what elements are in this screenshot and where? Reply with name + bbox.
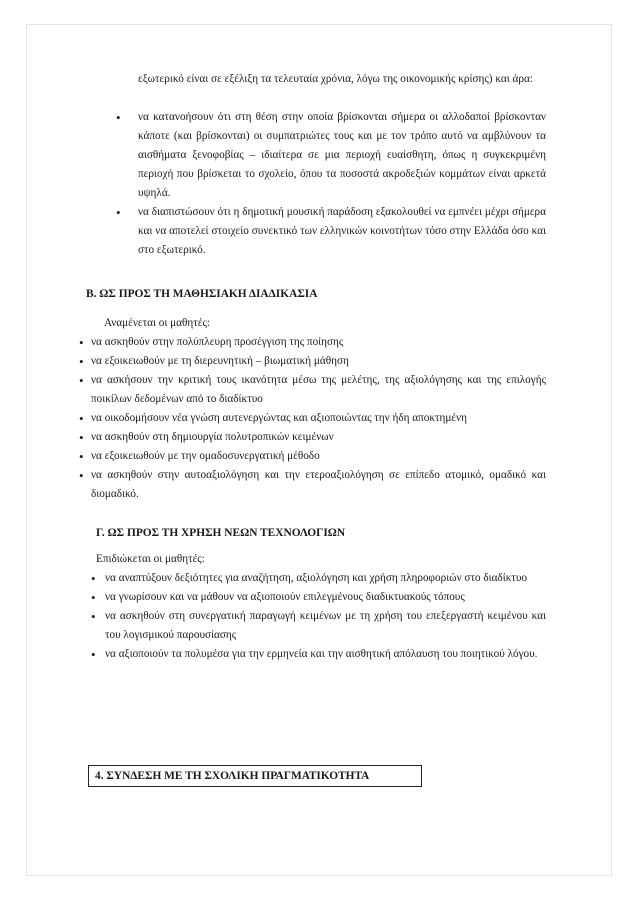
list-item: • να κατανοήσουν ότι στη θέση στην οποία βρίσκονται σήμερα οι αλλοδαποί βρίσκονταν κάποτε (και βρίσκονται) οι συμπατριώτες τους και με τον τρόπο αυτό να αμβλύνουν τα αισθήματα ξενοφοβίας – ιδιαίτερα σε μια περιοχή ευαίσθητη, όπως η συγκεκριμένη περιοχή που βρίσκεται το σχολείο, όπου τα ποσοστά ακροδεξιών κομμάτων είναι αρκετά υψηλά. <box>138 108 546 203</box>
section-c-intro: Επιδιώκεται οι μαθητές: <box>96 553 205 565</box>
section-b-heading: Β. ΩΣ ΠΡΟΣ ΤΗ ΜΑΘΗΣΙΑΚΗ ΔΙΑΔΙΚΑΣΙΑ <box>86 288 318 300</box>
list-item: • να διαπιστώσουν ότι η δημοτική μουσική παράδοση εξακολουθεί να εμπνέει μέχρι σήμερα και να αποτελεί στοιχείο συνεκτικό των ελληνικών κοινοτήτων τόσο στην Ελλάδα όσο και στο εξωτερικό. <box>138 203 546 260</box>
list-item: • να αναπτύξουν δεξιότητες για αναζήτηση, αξιολόγηση και χρήση πληροφοριών στο διαδίκτυο <box>105 569 546 588</box>
section-b-bullet-list <box>91 333 546 504</box>
list-item: • να αξιοποιούν τα πολυμέσα για την ερμηνεία και την αισθητική απόλαυση του ποιητικού λόγου. <box>105 645 546 664</box>
list-item: • να ασκηθούν στην αυτοαξιολόγηση και την ετεροαξιολόγηση σε επίπεδο ατομικό, ομαδικό και διομαδικό. <box>91 466 546 504</box>
section-b-intro: Αναμένεται οι μαθητές: <box>104 317 210 329</box>
list-item: • να ασκηθούν στην πολύπλευρη προσέγγιση της ποίησης <box>91 333 546 352</box>
list-item: • να οικοδομήσουν νέα γνώση αυτενεργώντας και αξιοποιώντας την ήδη αποκτημένη <box>91 409 546 428</box>
list-item: • να γνωρίσουν και να μάθουν να αξιοποιούν επιλεγμένους διαδικτυακούς τόπους <box>105 588 546 607</box>
top-bullet-list <box>138 108 546 260</box>
list-item: • να ασκηθούν στη συνεργατική παραγωγή κειμένων με τη χρήση του επεξεργαστή κειμένου και του λογισμικού παρουσίασης <box>105 607 546 645</box>
continuation-paragraph: εξωτερικό είναι σε εξέλιξη τα τελευταία χρόνια, λόγω της οικονομικής κρίσης) και άρα: <box>138 73 533 85</box>
list-item: • να εξοικειωθούν με την ομαδοσυνεργατική μέθοδο <box>91 447 546 466</box>
section-4-boxed-heading: 4. ΣΥΝΔΕΣΗ ΜΕ ΤΗ ΣΧΟΛΙΚΗ ΠΡΑΓΜΑΤΙΚΟΤΗΤΑ <box>88 765 422 787</box>
section-c-bullet-list <box>105 569 546 664</box>
list-item: • να ασκηθούν στη δημιουργία πολυτροπικών κειμένων <box>91 428 546 447</box>
section-c-heading: Γ. ΩΣ ΠΡΟΣ ΤΗ ΧΡΗΣΗ ΝΕΩΝ ΤΕΧΝΟΛΟΓΙΩΝ <box>96 527 346 539</box>
list-item: • να ασκήσουν την κριτική τους ικανότητα μέσω της μελέτης, της αξιολόγησης και της επιλογής ποικίλων δεδομένων από το διαδίκτυο <box>91 371 546 409</box>
list-item: • να εξοικειωθούν με τη διερευνητική – βιωματική μάθηση <box>91 352 546 371</box>
